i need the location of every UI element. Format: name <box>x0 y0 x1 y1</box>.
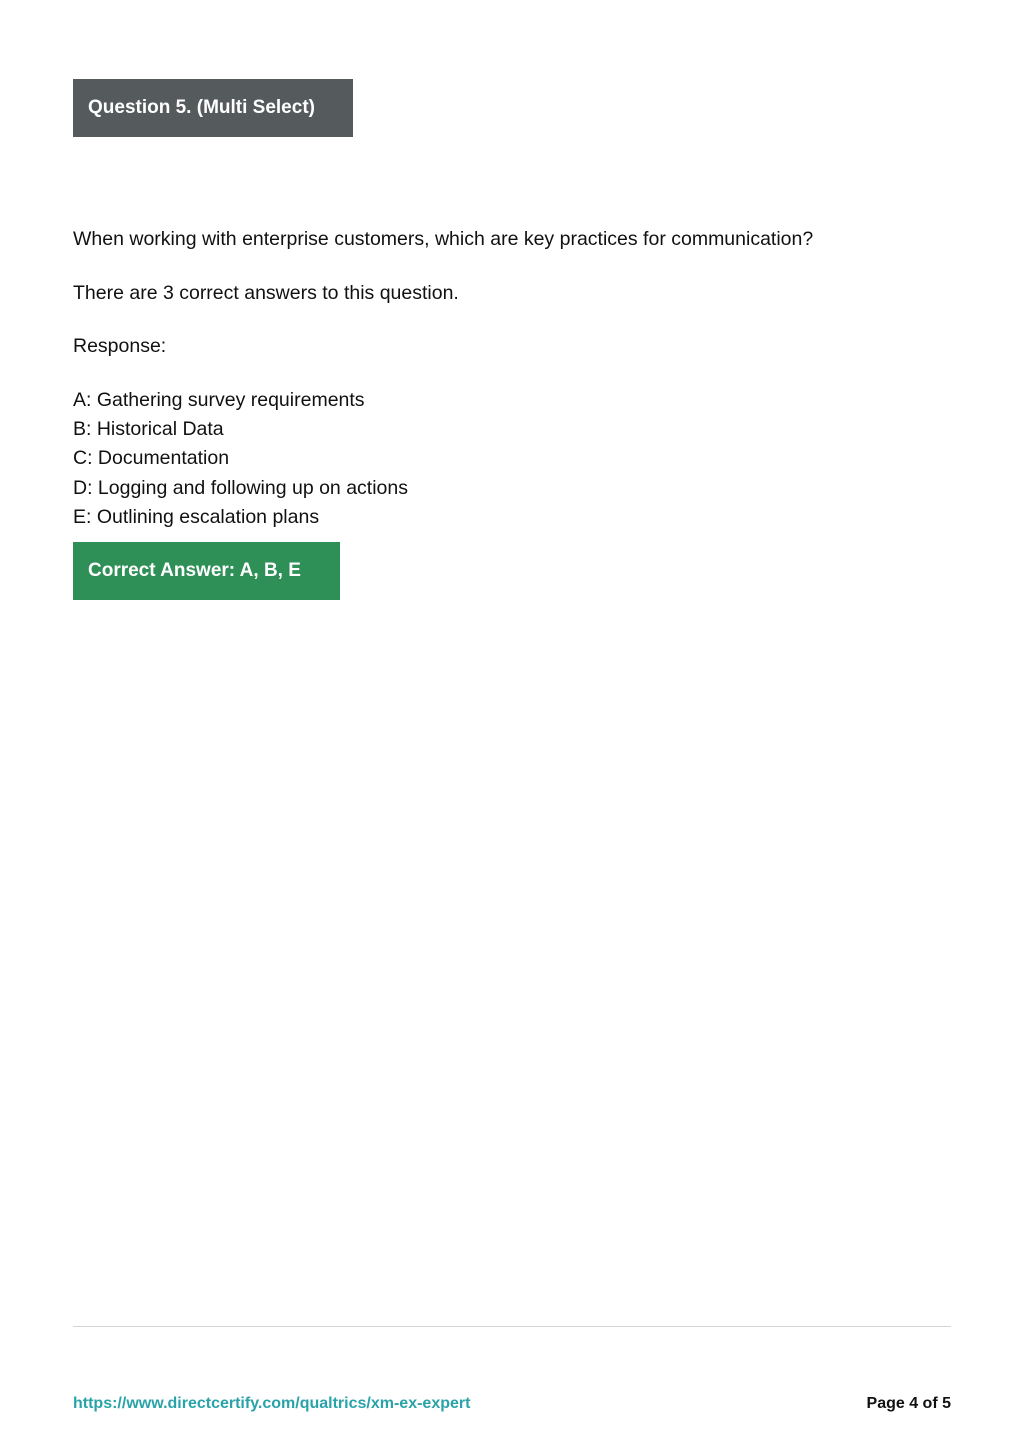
footer-url-link[interactable]: https://www.directcertify.com/qualtrics/xm-ex-expert <box>73 1395 471 1412</box>
page-number: Page 4 of 5 <box>866 1395 951 1412</box>
option-e: E: Outlining escalation plans <box>73 505 320 528</box>
answer-count-instruction: There are 3 correct answers to this question. <box>73 282 459 304</box>
option-b: B: Historical Data <box>73 418 224 441</box>
option-a: A: Gathering survey requirements <box>73 389 365 411</box>
option-c: C: Documentation <box>73 447 230 470</box>
response-label: Response: <box>73 335 167 357</box>
question-prompt: When working with enterprise customers, which are key practices for communication? <box>73 228 814 250</box>
footer-divider <box>73 1326 951 1327</box>
correct-answer-badge: Correct Answer: A, B, E <box>73 542 340 600</box>
question-header: Question 5. (Multi Select) <box>73 79 353 137</box>
answer-options-list <box>73 386 408 532</box>
option-d: D: Logging and following up on actions <box>73 476 408 499</box>
